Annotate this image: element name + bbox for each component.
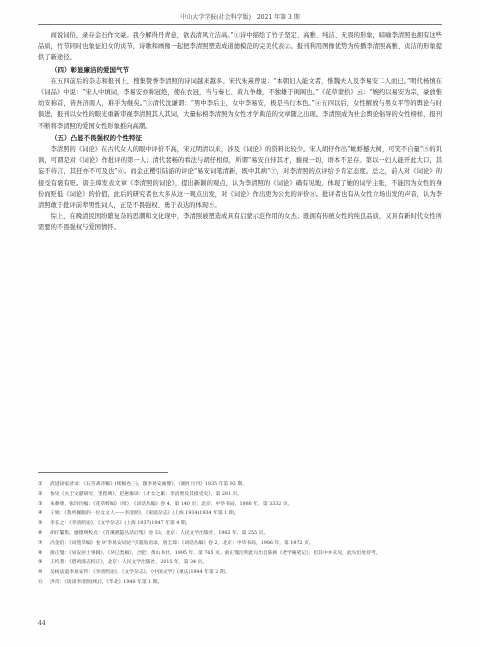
footnote-item [38,509,442,519]
footnote-text: 朱彝尊、张玲玲编：《花草粹编》（续），《词话丛编》卷 4，第 140 页；北京：中华书局，1986 年，第 3332 页。 [50,501,293,507]
footnote-item [38,490,442,500]
footnote-text: 吴杨法道李易安传：《李清照论》，《文学杂志》，《中国文学》(重庆)1944 年第 2 期。 [50,570,230,576]
paragraph: 综上，在晚清民国纷繁复杂的思潮和文化现中，李清照被塑造成具有启蒙示范作用的女杰；既拥有传统女性的纯良品质，又具有新时代女性所需要的不畏强权与爱国情怀。 [38,213,442,232]
footnote-number: ④ [38,511,43,517]
footnote-number: ⑦ [38,540,43,546]
paragraph: 在五四前后的杂志和报刊上，搜集赞誉李清照的诗词越来越多。宋代朱熹曾说：“本朝妇人能文者，惟魏夫人及李易安二人而已。”明代杨慎在《词品》中说：“宋人中填词，李易安亦称冠绝，使在衣冠，当与秦七、黄九争雄，不独雄于闺阁也。”《花草蒙拾》云：“婉约以易安为宗，豪放惟幼安称首，皆吾济南人，难乎为继矣。”③清代沈谦谓：“男中李后主，女中李易安，极是当行本色。”④五四以后，女性解放与男女平等的舆论与时俱进，报刊以女性的眼光重新审视李清照其人其词，大量标榜李清照为女性才学典范的文章随之出现。李清照成为社会舆论倡导的女性榜样，报刊不断将李清照的爱国女性形象推向高潮。 [38,77,442,130]
paragraph: 商说词伯，录存金石作文豪。我今解得丹青意，欲表清风立洁高。”①诗中描绘了竹子坚定、高雅、纯洁、无畏的形象，暗喻李清照也拥有这些品质，竹节同时也象征妇女的贞节，诗歌和画像一起把李清照塑造成道德模范的完美代表②。报刊利用图像优势为传播李清照高雅、贞洁的形象提供了新途径。 [38,32,442,62]
footnote-item [38,529,442,539]
footnote-text: 参见《关于文献研究、里程碑》，赵惠俊译：《才女之累：李清照及其接受史》，第 281 页。 [50,491,243,497]
footnote-item [38,500,442,510]
page-number: 44 [38,620,46,627]
footnote-text: 冯金伯：《词苑萃编》卷 9“李易安词论”引蓑翁语录，唐圭璋：《词话丛编》卷 2，北京：中华书局，1986 年，第 1972 页。 [50,540,314,546]
paragraph: 李清照的《词论》在古代女人的眼中评价不高，宋元明清以来，涉及《词论》的资料比较少。宋人胡仔作出“蚍蜉撼大树，可笑不自量”⑤的讥讽，可谓是对《词论》作批评的第一人；清代裴畅的看法与胡仔相似，所谓“易安自恃其才，藐视一切，语本不足存。第以一妇人能开此大口，其妄不待言，其狂亦不可及也”⑥。而金正樱引陆游的评论“易安词笔清新，既中其病”⑦，对李清照的点评给予肯定态度。总之，前人对《词论》的接受有褒有贬。唐圭璋发表文章《李清照的词论》，提出新颖的观点，认为李清照的《词论》确有见地，体现了她的词学主张，不能因为女性的身份而贬低《词论》的价值，此后的研究者也大多从这一观点出发，对《词论》作出更为公允的评价⑧。批评者也有从女性立场出发的声音，认为李清照敢于批评前辈男性词人，正是不畏强权、勇于表达的体现⑨。 [38,146,442,210]
section-heading: （四）彰显廉洁的爱国气节 [51,65,129,74]
footnote-text: 胡仔纂集，廖德明校点：《苕溪渔隐丛话后集》卷 33，北京：人民文学出版社，1962 年，第 255 页。 [50,530,269,536]
section-heading: （五）凸显不畏强权的个性特征 [51,133,142,142]
footnote-number: ① [38,482,43,487]
footnote-item [38,519,442,529]
footnote-number: ③ [38,501,43,507]
footnote-number: ⑪ [38,579,43,585]
footnote-item [38,549,442,559]
footnote-number: ⑥ [38,530,43,536]
footnote-text: 李长之：《李清照论》，《文学杂志》(上海 1937)1947 年第 4 期。 [50,521,191,527]
footnote-number: ② [38,491,43,497]
footnote-number: ⑨ [38,560,43,566]
footnote-divider [38,472,168,473]
footnote-text: 王灼著：《碧鸡漫志校正》，北京：人民文学出版社，2015 年，第 34 页。 [50,560,208,566]
footnote-item [38,578,442,588]
footnote-item [38,480,442,490]
footnotes [38,480,442,588]
article-body [38,30,442,234]
footnote-number: ⑤ [38,521,43,527]
footnote-text: 俞正燮：《易安居士事辑》，《癸巳类稿》，合肥：黄山书社，1995 年，第 765 页。俞正燮注明此句出自陈师《老学庵笔记》，但其中并未见，此句出处待考。 [50,550,381,556]
footnote-number: ⑩ [38,570,43,576]
running-header: 中山大学学报(社会科学版) 2021 年第 3 期 [38,12,442,25]
footnote-item [38,539,442,549]
footnote-text: 洪奇：《谈谈李清照(续)》，《华北》1940 年第 1 期。 [50,579,163,585]
footnote-text: 武进徐家济录：《石雪斋诗稿》(续稿卷三)，题李易安画像》，《湘社月刊》1935 年第 92 期。 [50,482,247,487]
footnote-item [38,558,442,568]
footnote-number: ⑧ [38,550,43,556]
footnote-text: 子娟：《我所佩服的一位女文人——李清照》，《家庭杂志》(上海 1934)1934 年第 1 期。 [50,511,239,517]
footnote-item [38,568,442,578]
